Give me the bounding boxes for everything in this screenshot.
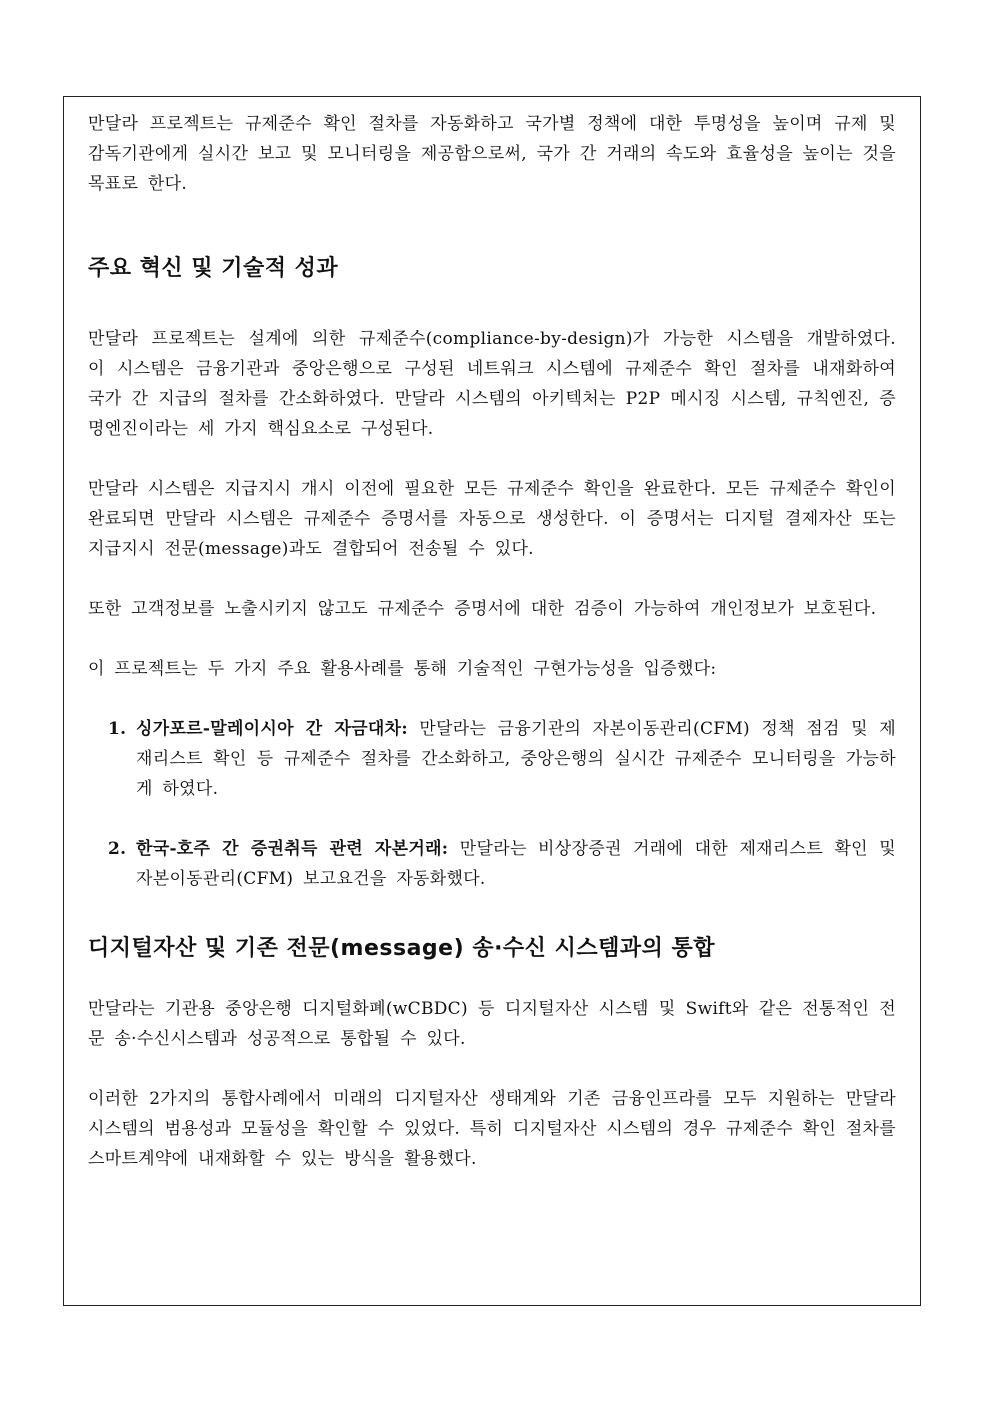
use-case-list (88, 714, 896, 894)
list-item (88, 714, 896, 804)
intro-paragraph: 만달라 프로젝트는 규제준수 확인 절차를 자동화하고 국가별 정책에 대한 투명성을 높이며 규제 및 감독기관에게 실시간 보고 및 모니터링을 제공함으로써, 국가 간 거래의 속도와 효율성을 높이는 것을 목표로 한다. (88, 114, 896, 194)
list-item-text: 만달라는 금융기관의 자본이동관리(CFM) 정책 점검 및 제재리스트 확인 등 규제준수 절차를 간소화하고, 중앙은행의 실시간 규제준수 모니터링을 가능하게 하였다. (136, 719, 897, 799)
list-item-body (136, 714, 896, 804)
paragraph-integration: 만달라는 기관용 중앙은행 디지털화폐(wCBDC) 등 디지털자산 시스템 및 Swift와 같은 전통적인 전문 송·수신시스템과 성공적으로 통합될 수 있다. (88, 999, 896, 1049)
list-item-lead: 한국-호주 간 증권취득 관련 자본거래: (136, 839, 449, 859)
section-heading-innovations: 주요 혁신 및 기술적 성과 (88, 256, 339, 281)
list-item-lead: 싱가포르-말레이시아 간 자금대차: (136, 719, 408, 739)
paragraph-compliance-certificate: 만달라 시스템은 지급지시 개시 이전에 필요한 모든 규제준수 확인을 완료한다. 모든 규제준수 확인이 완료되면 만달라 시스템은 규제준수 증명서를 자동으로 생성한다. 이 증명서는 디지털 결제자산 또는 지급지시 전문(message)과도 결합되어 전송될 수 있다. (88, 479, 896, 559)
list-item-number: 1. (108, 719, 127, 739)
paragraph-compliance-by-design: 만달라 프로젝트는 설계에 의한 규제준수(compliance-by-design)가 가능한 시스템을 개발하였다. 이 시스템은 금융기관과 중앙은행으로 구성된 네트워크 시스템에 규제준수 확인 절차를 내재화하여 국가 간 지급의 절차를 간소화하였다. 만달라 시스템의 아키텍처는 P2P 메시징 시스템, 규칙엔진, 증명엔진이라는 세 가지 핵심요소로 구성된다. (88, 329, 896, 439)
document-body (88, 109, 896, 1174)
list-item-text: 만달라는 비상장증권 거래에 대한 제재리스트 확인 및 자본이동관리(CFM) 보고요건을 자동화했다. (136, 839, 897, 889)
list-item-body (136, 834, 896, 894)
list-item-number: 2. (108, 839, 127, 859)
paragraph-use-cases-intro: 이 프로젝트는 두 가지 주요 활용사례를 통해 기술적인 구현가능성을 입증했다: (88, 659, 717, 679)
paragraph-privacy: 또한 고객정보를 노출시키지 않고도 규제준수 증명서에 대한 검증이 가능하여 개인정보가 보호된다. (88, 599, 877, 619)
document-frame (63, 96, 921, 1306)
list-item (88, 834, 896, 894)
paragraph-integration-cases: 이러한 2가지의 통합사례에서 미래의 디지털자산 생태계와 기존 금융인프라를 모두 지원하는 만달라 시스템의 범용성과 모듈성을 확인할 수 있었다. 특히 디지털자산 시스템의 경우 규제준수 확인 절차를 스마트계약에 내재화할 수 있는 방식을 활용했다. (88, 1089, 896, 1169)
section-heading-integration: 디지털자산 및 기존 전문(message) 송·수신 시스템과의 통합 (88, 936, 716, 961)
